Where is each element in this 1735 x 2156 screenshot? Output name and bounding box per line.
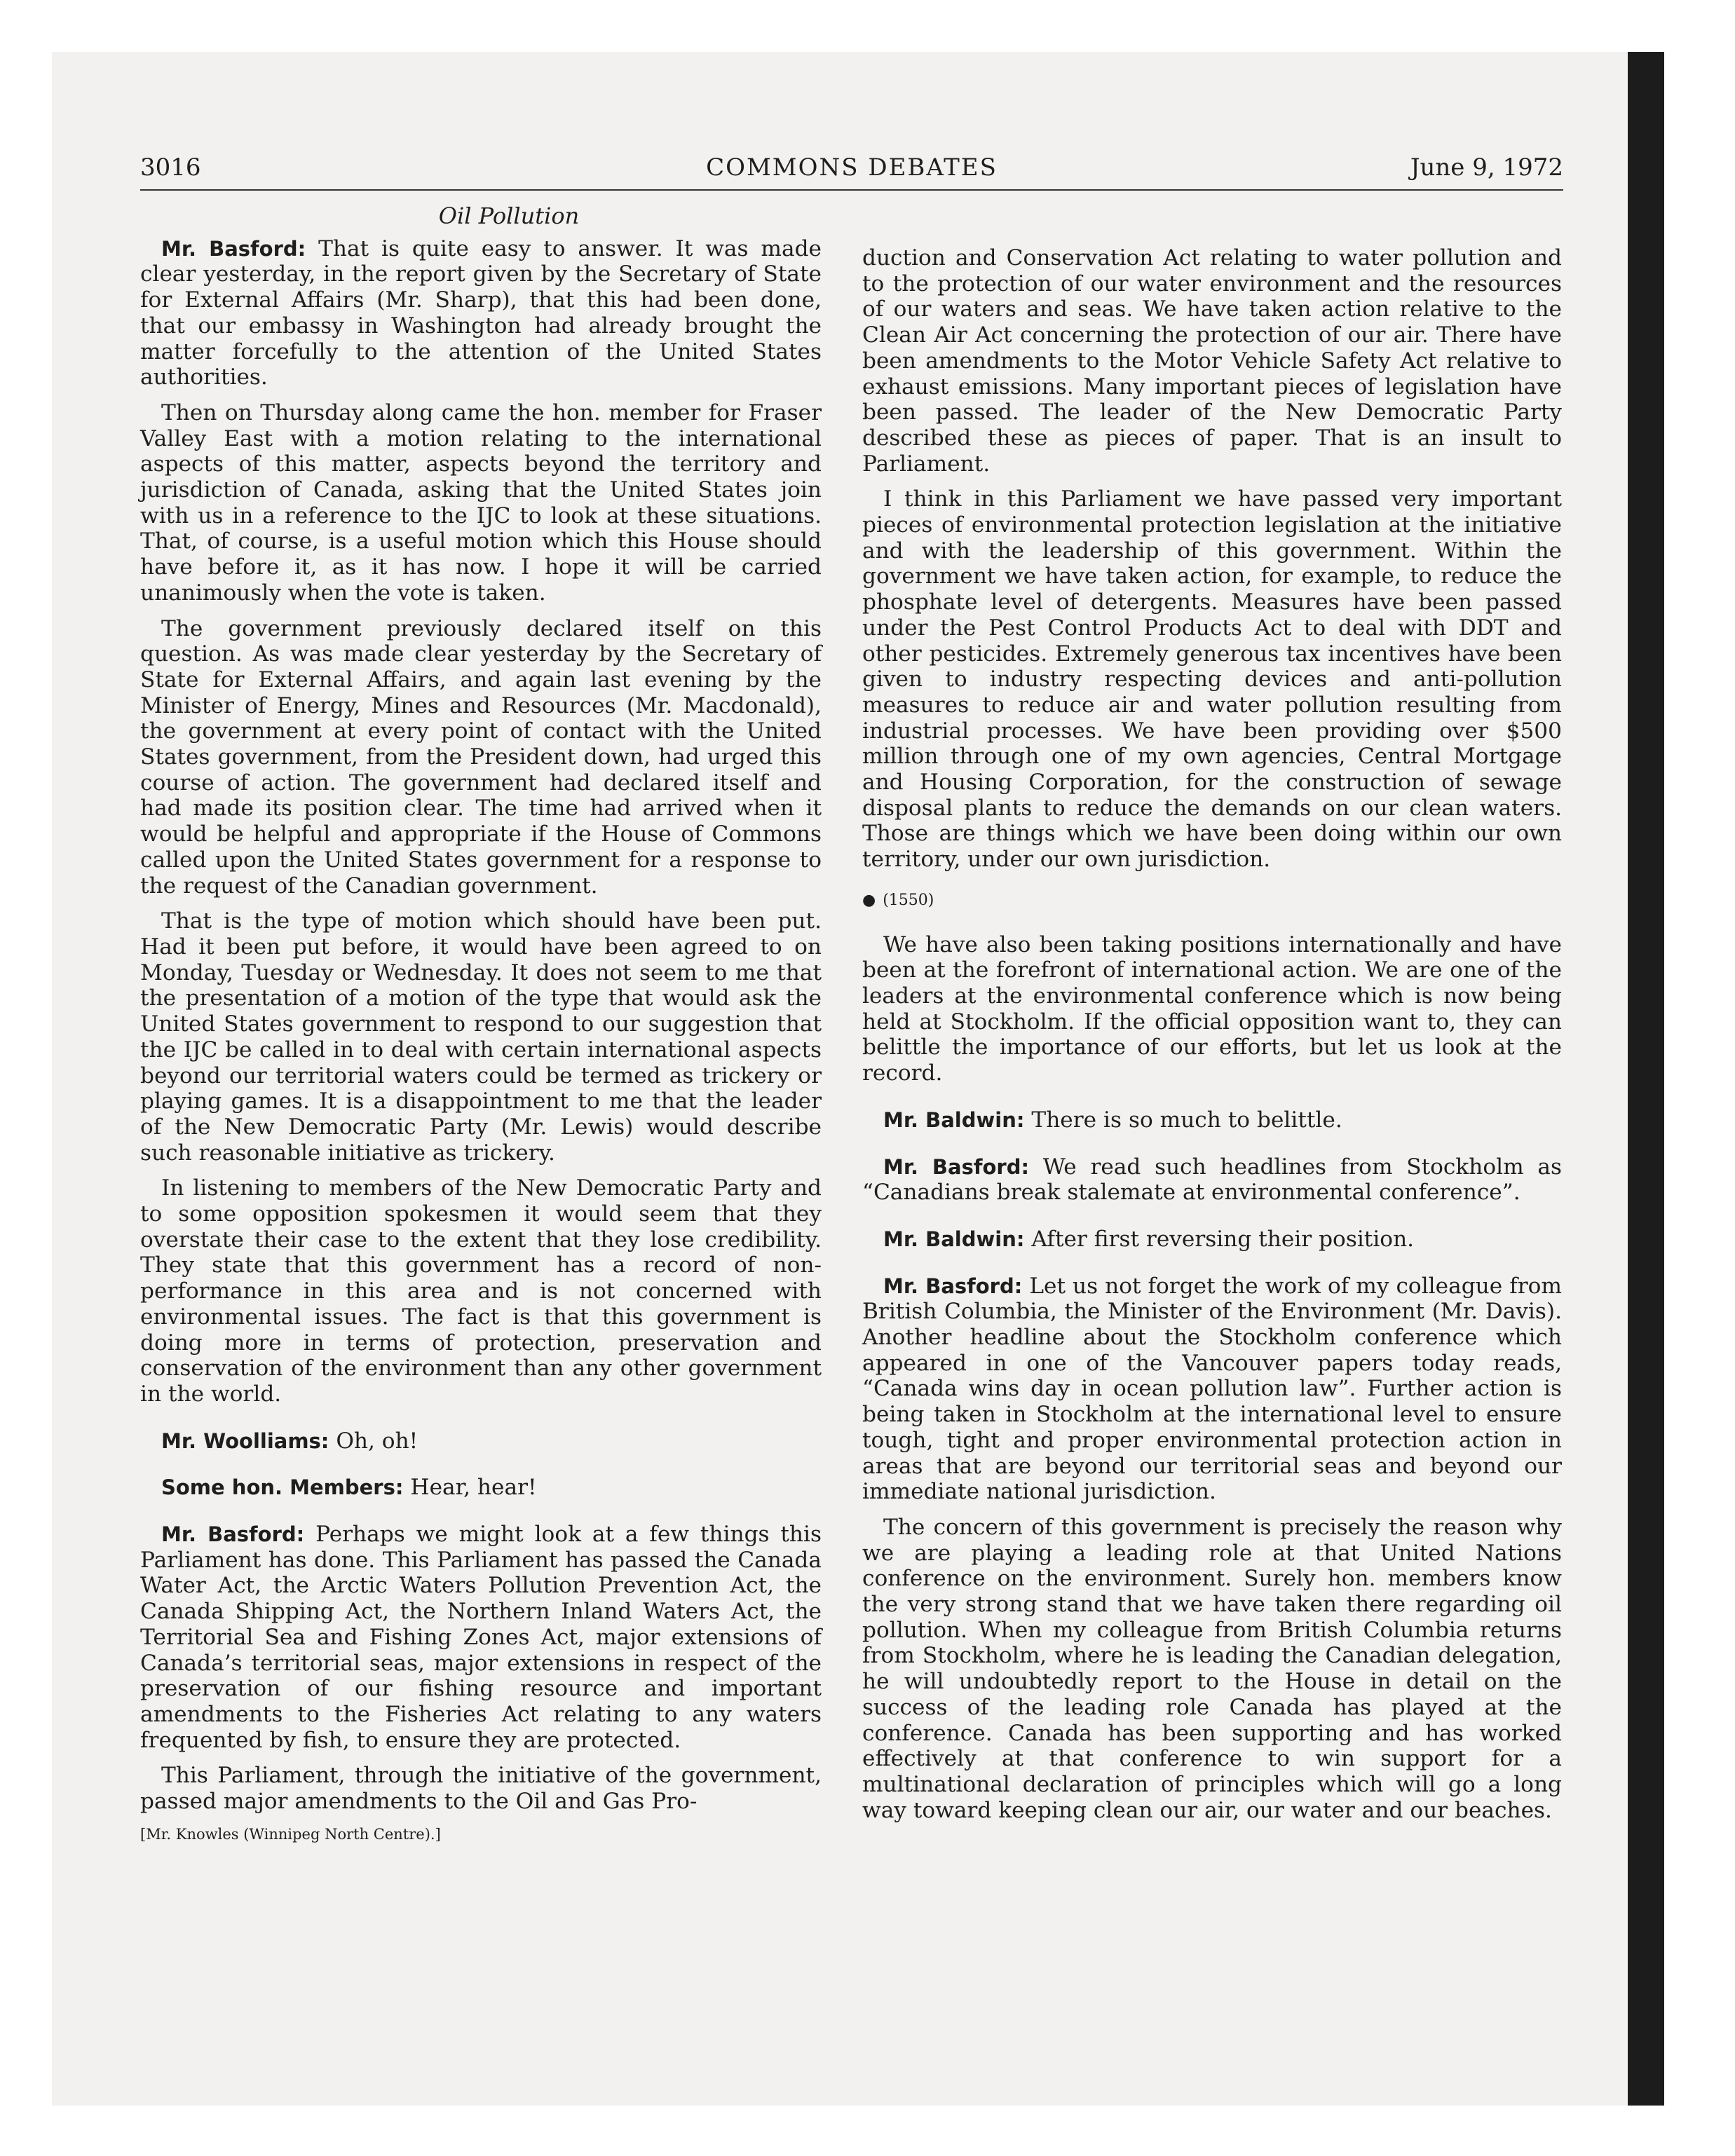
paragraph-text: That is quite easy to answer. It was made clear yesterday, in the report given by the Secretary of State for External Affairs (Mr. Sharp), that this had been done, that our embassy in Washington had already brought the matter forcefully to the attention of the United States authorities. bbox=[140, 236, 822, 390]
paragraph-text: Let us not forget the work of my colleague from British Columbia, the Minister of the Environment (Mr. Davis). Another headline about the Stockholm conference which appeared in one of the Vancouver papers today reads, “Canada wins day in ocean pollution law”. Further action is being taken in Stockholm at the international level to ensure tough, tight and proper environmental protection action in areas that are beyond our territorial seas and beyond our immediate national jurisdiction. bbox=[862, 1273, 1562, 1505]
paragraph bbox=[862, 1515, 1562, 1823]
paragraph bbox=[140, 1522, 822, 1753]
paragraph bbox=[862, 1227, 1562, 1253]
page-header bbox=[140, 150, 1563, 191]
paragraph bbox=[140, 1428, 822, 1454]
paragraph-text: duction and Conservation Act relating to water pollution and to the protection of our water environment and the resources of our waters and seas. We have taken action relative to the Clean Air Act concerning the protection of our air. There have been amendments to the Motor Vehicle Safety Act relative to exhaust emissions. Many important pieces of legislation have been passed. The leader of the New Democratic Party described these as pieces of paper. That is an insult to Parliament. bbox=[862, 245, 1562, 477]
paragraph-text: I think in this Parliament we have passed very important pieces of environmental protection legislation at the initiative and with the leadership of this government. Within the government we have taken action, for example, to reduce the phosphate level of detergents. Measures have been passed under the Pest Control Products Act to deal with DDT and other pesticides. Extremely generous tax incentives have been given to industry respecting devices and anti-pollution measures to reduce air and water pollution resulting from industrial processes. We have been providing over $500 million through one of my own agencies, Central Mortgage and Housing Corporation, for the construction of sewage disposal plants to reduce the demands on our clean waters. Those are things which we have been doing within our own territory, under our own jurisdiction. bbox=[862, 486, 1562, 873]
paragraph bbox=[140, 616, 822, 899]
issue-date: June 9, 1972 bbox=[1410, 153, 1563, 182]
paragraph bbox=[140, 1763, 822, 1814]
speaker-name: Mr. Basford: bbox=[883, 1154, 1030, 1179]
page-number: 3016 bbox=[140, 153, 201, 182]
section-heading: Oil Pollution bbox=[438, 203, 580, 229]
paragraph bbox=[140, 908, 822, 1166]
right-paragraphs-top bbox=[862, 245, 1562, 873]
paragraph bbox=[862, 486, 1562, 873]
right-column bbox=[862, 245, 1562, 1833]
paragraph-text: Perhaps we might look at a few things this Parliament has done. This Parliament has passed the Canada Water Act, the Arctic Waters Pollution Prevention Act, the Canada Shipping Act, the Northern Inland Waters Act, the Territorial Sea and Fishing Zones Act, major extensions of Canada’s territorial seas, major extensions in respect of the preservation of our fishing resource and important amendments to the Fisheries Act relating to any waters frequented by fish, to ensure they are protected. bbox=[140, 1522, 822, 1753]
paragraph bbox=[140, 1475, 822, 1501]
paragraph bbox=[862, 1154, 1562, 1206]
speaker-name: Mr. Baldwin: bbox=[883, 1107, 1025, 1132]
paragraph-text: We have also been taking positions internationally and have been at the forefront of international action. We are one of the leaders at the environmental conference which is now being held at Stockholm. If the official opposition want to, they can belittle the importance of our efforts, but let us look at the record. bbox=[862, 932, 1562, 1086]
speaker-name: Mr. Basford: bbox=[161, 1522, 305, 1547]
bullet-icon: ● bbox=[862, 891, 876, 909]
paragraph bbox=[140, 1175, 822, 1407]
paragraph-text: There is so much to belittle. bbox=[1031, 1107, 1342, 1133]
speaker-name: Mr. Baldwin: bbox=[883, 1227, 1025, 1251]
paragraph-text: In listening to members of the New Democratic Party and to some opposition spokesmen it would seem that they overstate their case to the extent that they lose credibility. They state that this government has a record of non-performance in this area and is not concerned with environmental issues. The fact is that this government is doing more in terms of protection, preservation and conservation of the environment than any other government in the world. bbox=[140, 1175, 822, 1407]
paragraph bbox=[140, 400, 822, 606]
speaker-name: Mr. Basford: bbox=[883, 1274, 1023, 1298]
right-paragraphs-bottom bbox=[862, 932, 1562, 1824]
paragraph-text: That is the type of motion which should have been put. Had it been put before, it would have been agreed to on Monday, Tuesday or Wednesday. It does not seem to me that the presentation of a motion of the type that would ask the United States government to respond to our suggestion that the IJC be called in to deal with certain international aspects beyond our territorial waters could be termed as trickery or playing games. It is a disappointment to me that the leader of the New Democratic Party (Mr. Lewis) would describe such reasonable initiative as trickery. bbox=[140, 908, 822, 1166]
paragraph-text: This Parliament, through the initiative of the government, passed major amendments to the Oil and Gas Pro- bbox=[140, 1763, 822, 1815]
scan-edge-shadow bbox=[1628, 52, 1664, 2106]
publication-title: COMMONS DEBATES bbox=[706, 153, 998, 182]
paragraph-text: Oh, oh! bbox=[336, 1428, 419, 1454]
paragraph bbox=[862, 1274, 1562, 1505]
paragraph-text: The government previously declared itself on this question. As was made clear yesterday by the Secretary of State for External Affairs, and again last evening by the Minister of Energy, Mines and Resources (Mr. Macdonald), the government at every point of contact with the United States government, from the President down, had urged this course of action. The government had declared itself and had made its position clear. The time had arrived when it would be helpful and appropriate if the House of Commons called upon the United States government for a response to the request of the Canadian government. bbox=[140, 615, 822, 899]
speaker-name: Mr. Woolliams: bbox=[161, 1428, 329, 1453]
paragraph bbox=[862, 1107, 1562, 1133]
paragraph bbox=[140, 236, 822, 390]
paragraph-text: Then on Thursday along came the hon. member for Fraser Valley East with a motion relating to the international aspects of this matter, aspects beyond the territory and jurisdiction of Canada, asking that the United States join with us in a reference to the IJC to look at these situations. That, of course, is a useful motion which this House should have before it, as it has now. I hope it will be carried unanimously when the vote is taken. bbox=[140, 400, 822, 606]
left-paragraphs bbox=[140, 236, 822, 1815]
time-marker bbox=[862, 888, 1562, 914]
paragraph-text: The concern of this government is precisely the reason why we are playing a leading role at that United Nations conference on the environment. Surely hon. members know the very strong stand that we have taken there regarding oil pollution. When my colleague from British Columbia returns from Stockholm, where he is leading the Canadian delegation, he will undoubtedly report to the House in detail on the success of the leading role Canada has played at the conference. Canada has been supporting and has worked effectively at that conference to win support for a multinational declaration of principles which will go a long way toward keeping clean our air, our water and our beaches. bbox=[862, 1514, 1562, 1823]
left-column bbox=[140, 203, 822, 1844]
speaker-name: Mr. Basford: bbox=[161, 236, 306, 261]
paragraph-text: Hear, hear! bbox=[410, 1475, 537, 1501]
time-marker-text: (1550) bbox=[883, 891, 934, 909]
footnote: [Mr. Knowles (Winnipeg North Centre).] bbox=[140, 1825, 441, 1843]
paragraph-text: After first reversing their position. bbox=[1031, 1226, 1415, 1252]
paragraph bbox=[862, 932, 1562, 1086]
paragraph-text: We read such headlines from Stockholm as “Canadians break stalemate at environmental conference”. bbox=[862, 1154, 1562, 1206]
paragraph bbox=[862, 245, 1562, 477]
speaker-name: Some hon. Members: bbox=[161, 1475, 404, 1500]
